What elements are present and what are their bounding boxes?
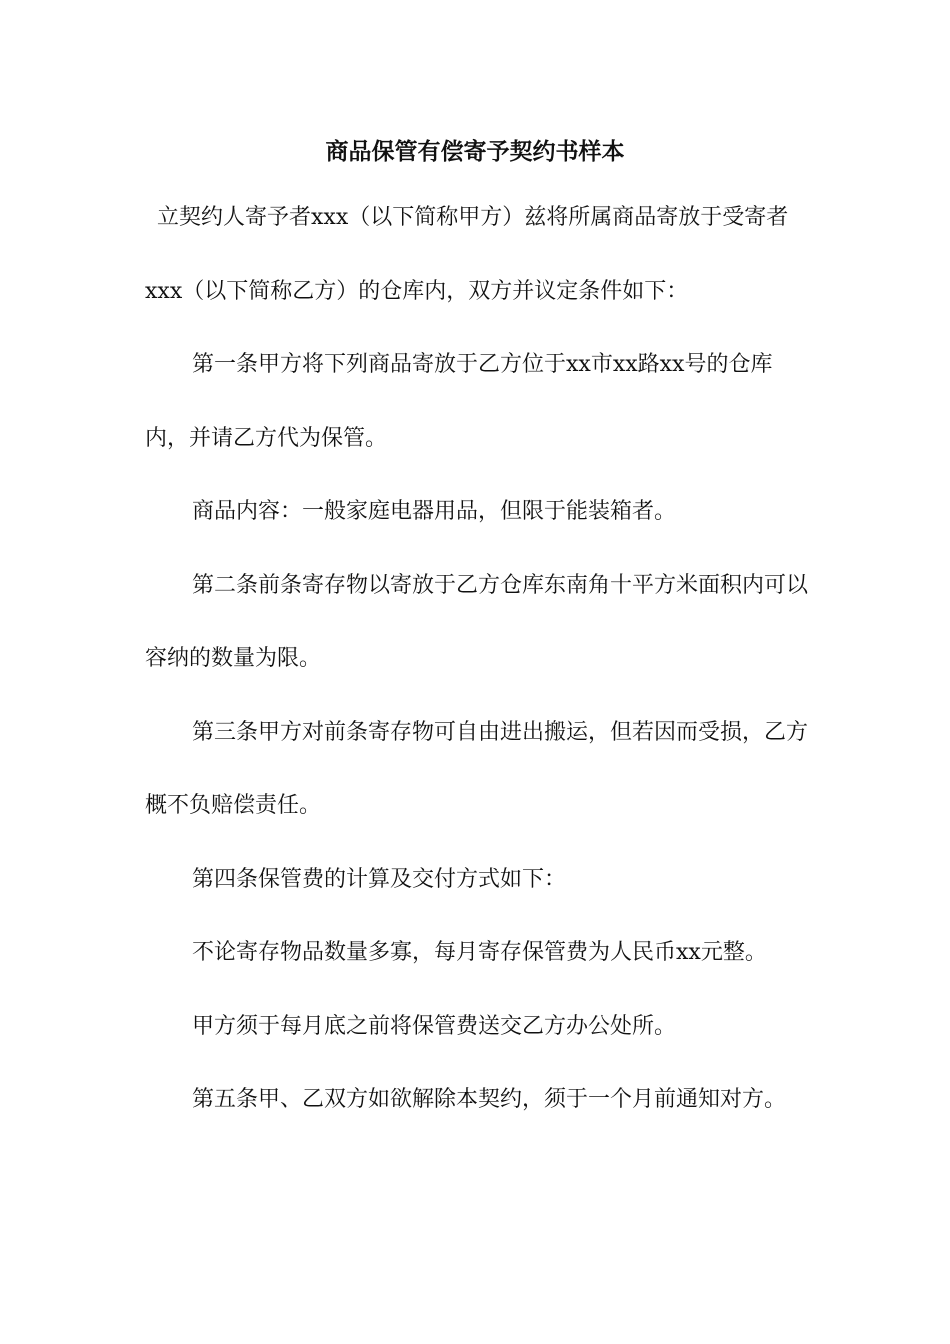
paragraph-fee-amount: 不论寄存物品数量多寡，每月寄存保管费为人民币xx元整。 [192,940,767,965]
document-body [145,181,815,1137]
paragraph-article-1: 第一条甲方将下列商品寄放于乙方位于xx市xx路xx号的仓库内，并请乙方代为保管。 [145,352,773,451]
paragraph-article-2: 第二条前条寄存物以寄放于乙方仓库东南角十平方米面积内可以容纳的数量为限。 [145,572,809,671]
paragraph-article-4: 第四条保管费的计算及交付方式如下： [192,866,567,892]
paragraph-article-5: 第五条甲、乙双方如欲解除本契约，须于一个月前通知对方。 [192,1087,787,1112]
paragraph-goods-content: 商品内容：一般家庭电器用品，但限于能装箱者。 [192,499,677,524]
paragraph-preamble: 立契约人寄予者xxx（以下简称甲方）兹将所属商品寄放于受寄者xxx（以下简称乙方）的仓库内，双方并议定条件如下： [145,205,789,304]
document-title: 商品保管有偿寄予契约书样本 [325,138,625,165]
paragraph-fee-payment: 甲方须于每月底之前将保管费送交乙方办公处所。 [192,1013,677,1039]
paragraph-article-3: 第三条甲方对前条寄存物可自由进出搬运，但若因而受损，乙方概不负赔偿责任。 [145,719,809,818]
